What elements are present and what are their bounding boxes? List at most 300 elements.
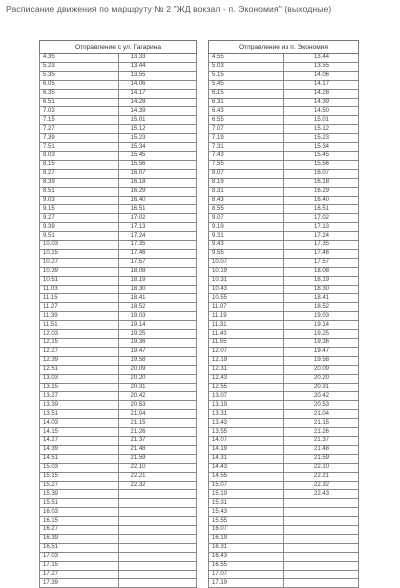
- table-row: [40, 196, 197, 205]
- departure-time-cell: 5.15: [209, 71, 284, 80]
- table-row: [40, 160, 197, 169]
- table-row: [209, 454, 359, 463]
- departure-time-cell: 8.19: [209, 178, 284, 187]
- table-row: [209, 312, 359, 321]
- departure-time-cell: 8.39: [40, 178, 119, 187]
- departure-time-cell-second: [284, 499, 359, 508]
- table-row: [40, 98, 197, 107]
- table-row: [209, 276, 359, 285]
- departure-time-cell-second: 15.01: [284, 116, 359, 125]
- departure-time-cell: 6.43: [209, 107, 284, 116]
- departure-time-cell-second: 17.46: [284, 249, 359, 258]
- table-row: [40, 223, 197, 232]
- departure-time-cell-second: 21.15: [284, 419, 359, 428]
- departure-time-cell-second: 20.20: [284, 374, 359, 383]
- departure-time-cell: 11.43: [209, 330, 284, 339]
- departure-time-cell-second: 14.06: [118, 80, 197, 89]
- departure-time-cell: 9.55: [209, 249, 284, 258]
- departure-time-cell-second: 21.37: [118, 436, 197, 445]
- departure-time-cell: 12.39: [40, 356, 119, 365]
- departure-time-cell: 16.15: [40, 517, 119, 526]
- table-row: [209, 552, 359, 561]
- departure-time-cell-second: 19.36: [118, 339, 197, 348]
- departure-time-cell-second: 18.52: [118, 303, 197, 312]
- departure-time-cell-second: 14.28: [118, 98, 197, 107]
- departure-time-cell-second: 22.21: [118, 472, 197, 481]
- departure-time-cell: 17.39: [40, 579, 119, 588]
- departure-time-cell: 11.55: [209, 339, 284, 348]
- departure-time-cell-second: 16.51: [118, 205, 197, 214]
- departure-time-cell: 5.03: [209, 62, 284, 71]
- departure-time-cell-second: 15.12: [118, 125, 197, 134]
- departure-time-cell-second: 16.29: [118, 187, 197, 196]
- table-row: [40, 276, 197, 285]
- table-row: [209, 526, 359, 535]
- table-row: [209, 543, 359, 552]
- table-row: [209, 196, 359, 205]
- departure-time-cell-second: [118, 552, 197, 561]
- departure-time-cell-second: 15.01: [118, 116, 197, 125]
- departure-time-cell: 15.31: [209, 499, 284, 508]
- departure-time-cell: 8.03: [40, 151, 119, 160]
- table-row: [209, 472, 359, 481]
- departure-time-cell: 12.15: [40, 339, 119, 348]
- departure-time-cell-second: 21.37: [284, 436, 359, 445]
- departure-time-cell-second: [118, 570, 197, 579]
- departure-time-cell: 8.51: [40, 187, 119, 196]
- departure-time-cell-second: 18.30: [284, 285, 359, 294]
- departure-time-cell-second: 19.14: [284, 321, 359, 330]
- table-row: [40, 62, 197, 71]
- table-row: [40, 89, 197, 98]
- table-row: [209, 490, 359, 499]
- departure-time-cell: 6.05: [40, 80, 119, 89]
- departure-time-cell: 16.51: [40, 543, 119, 552]
- table-row: [40, 267, 197, 276]
- departure-time-cell: 7.07: [209, 125, 284, 134]
- departure-time-cell: 9.39: [40, 223, 119, 232]
- table-row: [209, 71, 359, 80]
- table-row: [209, 232, 359, 241]
- departure-time-cell-second: 13.33: [118, 54, 197, 63]
- table-row: [209, 125, 359, 134]
- table-row: [40, 454, 197, 463]
- departure-time-cell: 16.27: [40, 526, 119, 535]
- departure-time-cell: 17.07: [209, 570, 284, 579]
- departure-time-cell: 7.27: [40, 125, 119, 134]
- departure-time-cell: 13.07: [209, 392, 284, 401]
- table-row: [40, 151, 197, 160]
- table-row: [40, 499, 197, 508]
- departure-time-cell: 6.31: [209, 98, 284, 107]
- departure-time-cell-second: 18.52: [284, 303, 359, 312]
- departure-time-cell: 9.43: [209, 241, 284, 250]
- departure-time-cell-second: 15.12: [284, 125, 359, 134]
- departure-time-cell-second: 16.40: [118, 196, 197, 205]
- departure-time-cell: 11.31: [209, 321, 284, 330]
- departure-time-cell: 8.27: [40, 169, 119, 178]
- table-row: [40, 347, 197, 356]
- departure-time-cell: 12.27: [40, 347, 119, 356]
- table-row: [40, 570, 197, 579]
- table-row: [40, 517, 197, 526]
- departure-time-cell: 14.39: [40, 445, 119, 454]
- departure-time-cell-second: 13.55: [284, 62, 359, 71]
- table-row: [40, 125, 197, 134]
- departure-time-cell-second: 21.04: [284, 410, 359, 419]
- departure-time-cell-second: [118, 526, 197, 535]
- table-row: [209, 214, 359, 223]
- table-row: [40, 508, 197, 517]
- departure-time-cell-second: [118, 517, 197, 526]
- departure-time-cell: 11.51: [40, 321, 119, 330]
- departure-time-cell-second: 22.32: [284, 481, 359, 490]
- departure-time-cell: 6.35: [40, 89, 119, 98]
- departure-time-cell-second: 19.03: [284, 312, 359, 321]
- departure-time-cell-second: 20.42: [118, 392, 197, 401]
- departure-time-cell: 10.19: [209, 267, 284, 276]
- departure-time-cell: 9.15: [40, 205, 119, 214]
- departure-time-cell: 16.07: [209, 526, 284, 535]
- departure-time-cell-second: 15.34: [284, 143, 359, 152]
- table-row: [40, 330, 197, 339]
- table-row: [209, 80, 359, 89]
- table-row: [209, 151, 359, 160]
- table-row: [209, 294, 359, 303]
- departure-time-cell-second: 22.43: [284, 490, 359, 499]
- departure-time-cell: 13.15: [40, 383, 119, 392]
- departure-time-cell-second: 15.23: [118, 134, 197, 143]
- departure-time-cell: 16.31: [209, 543, 284, 552]
- departure-time-cell-second: 17.57: [118, 258, 197, 267]
- departure-time-cell: 15.51: [40, 499, 119, 508]
- departure-time-cell-second: 21.48: [284, 445, 359, 454]
- table-row: [209, 258, 359, 267]
- departure-time-cell-second: 14.17: [118, 89, 197, 98]
- table-row: [40, 303, 197, 312]
- departure-time-cell-second: 14.28: [284, 89, 359, 98]
- table-row: [209, 347, 359, 356]
- table-row: [40, 410, 197, 419]
- departure-time-cell-second: 13.55: [118, 71, 197, 80]
- table-row: [209, 419, 359, 428]
- departure-time-cell-second: 15.45: [284, 151, 359, 160]
- departure-time-cell: 12.55: [209, 383, 284, 392]
- departure-time-cell-second: 18.30: [118, 285, 197, 294]
- departure-time-cell-second: 17.46: [118, 249, 197, 258]
- table-row: [209, 98, 359, 107]
- departure-time-cell-second: 20.31: [284, 383, 359, 392]
- left-schedule-table: [39, 40, 197, 588]
- departure-time-cell: 13.39: [40, 401, 119, 410]
- table-row: [40, 107, 197, 116]
- table-row: [40, 534, 197, 543]
- right-table-header: Отправление из п. Экономия: [209, 41, 359, 54]
- departure-time-cell: 16.43: [209, 552, 284, 561]
- departure-time-cell: 12.51: [40, 365, 119, 374]
- table-row: [40, 419, 197, 428]
- departure-time-cell: 10.15: [40, 249, 119, 258]
- table-row: [40, 312, 197, 321]
- departure-time-cell-second: 17.24: [284, 232, 359, 241]
- table-row: [209, 410, 359, 419]
- table-row: [209, 241, 359, 250]
- table-row: [209, 445, 359, 454]
- departure-time-cell-second: [118, 499, 197, 508]
- departure-time-cell-second: 18.41: [118, 294, 197, 303]
- departure-time-cell-second: 20.31: [118, 383, 197, 392]
- departure-time-cell: 11.19: [209, 312, 284, 321]
- table-row: [209, 383, 359, 392]
- departure-time-cell: 10.39: [40, 267, 119, 276]
- departure-time-cell: 12.31: [209, 365, 284, 374]
- departure-time-cell-second: 21.26: [118, 428, 197, 437]
- departure-time-cell-second: 21.48: [118, 445, 197, 454]
- departure-time-cell-second: 17.35: [118, 241, 197, 250]
- table-row: [209, 160, 359, 169]
- table-row: [40, 472, 197, 481]
- table-row: [40, 579, 197, 588]
- departure-time-cell: 7.51: [40, 143, 119, 152]
- departure-time-cell-second: 19.14: [118, 321, 197, 330]
- departure-time-cell: 16.55: [209, 561, 284, 570]
- departure-time-cell-second: 17.13: [284, 223, 359, 232]
- departure-time-cell: 17.19: [209, 579, 284, 588]
- table-row: [40, 116, 197, 125]
- departure-time-cell: 4.35: [40, 54, 119, 63]
- departure-time-cell: 10.07: [209, 258, 284, 267]
- departure-time-cell: 10.27: [40, 258, 119, 267]
- departure-time-cell-second: 21.15: [118, 419, 197, 428]
- departure-time-cell: 15.19: [209, 490, 284, 499]
- table-row: [40, 187, 197, 196]
- departure-time-cell: 10.31: [209, 276, 284, 285]
- departure-time-cell-second: 16.07: [118, 169, 197, 178]
- departure-time-cell-second: 17.02: [118, 214, 197, 223]
- departure-time-cell: 4.55: [209, 54, 284, 63]
- departure-time-cell-second: [118, 508, 197, 517]
- departure-time-cell: 14.03: [40, 419, 119, 428]
- departure-time-cell: 11.03: [40, 285, 119, 294]
- table-row: [40, 481, 197, 490]
- table-row: [40, 383, 197, 392]
- table-row: [40, 178, 197, 187]
- departure-time-cell: 10.03: [40, 241, 119, 250]
- departure-time-cell: 11.15: [40, 294, 119, 303]
- table-row: [40, 445, 197, 454]
- departure-time-cell-second: [284, 534, 359, 543]
- table-row: [40, 285, 197, 294]
- departure-time-cell: 12.43: [209, 374, 284, 383]
- departure-time-cell: 9.31: [209, 232, 284, 241]
- departure-time-cell: 7.15: [40, 116, 119, 125]
- page-title: Расписание движения по маршруту № 2 "ЖД вокзал - п. Экономия" (выходные): [6, 4, 332, 14]
- table-row: [40, 463, 197, 472]
- table-row: [209, 107, 359, 116]
- departure-time-cell: 14.15: [40, 428, 119, 437]
- departure-time-cell: 16.03: [40, 508, 119, 517]
- departure-time-cell: 8.55: [209, 205, 284, 214]
- departure-time-cell-second: 15.45: [118, 151, 197, 160]
- departure-time-cell: 5.35: [40, 71, 119, 80]
- departure-time-cell-second: 20.53: [118, 401, 197, 410]
- departure-time-cell-second: 17.13: [118, 223, 197, 232]
- table-row: [40, 321, 197, 330]
- departure-time-cell: 17.27: [40, 570, 119, 579]
- table-row: [40, 80, 197, 89]
- departure-time-cell-second: 16.18: [284, 178, 359, 187]
- departure-time-cell-second: 13.44: [284, 54, 359, 63]
- departure-time-cell-second: 19.36: [284, 339, 359, 348]
- table-row: [40, 543, 197, 552]
- departure-time-cell-second: [118, 490, 197, 499]
- departure-time-cell: 6.55: [209, 116, 284, 125]
- departure-time-cell-second: 17.57: [284, 258, 359, 267]
- departure-time-cell: 14.55: [209, 472, 284, 481]
- table-row: [209, 463, 359, 472]
- table-row: [40, 54, 197, 63]
- table-row: [209, 356, 359, 365]
- departure-time-cell: 14.19: [209, 445, 284, 454]
- departure-time-cell: 14.07: [209, 436, 284, 445]
- departure-time-cell-second: 21.04: [118, 410, 197, 419]
- departure-time-cell-second: 21.59: [118, 454, 197, 463]
- departure-time-cell-second: 16.51: [284, 205, 359, 214]
- table-row: [40, 428, 197, 437]
- table-row: [40, 490, 197, 499]
- table-row: [209, 365, 359, 374]
- departure-time-cell-second: [284, 570, 359, 579]
- departure-time-cell-second: 22.21: [284, 472, 359, 481]
- departure-time-cell-second: 19.58: [284, 356, 359, 365]
- departure-time-cell: 13.51: [40, 410, 119, 419]
- departure-time-cell: 14.43: [209, 463, 284, 472]
- departure-time-cell-second: 16.29: [284, 187, 359, 196]
- departure-time-cell: 10.55: [209, 294, 284, 303]
- table-row: [40, 169, 197, 178]
- departure-time-cell-second: 15.34: [118, 143, 197, 152]
- departure-time-cell-second: [118, 534, 197, 543]
- departure-time-cell-second: [118, 561, 197, 570]
- departure-time-cell-second: 21.26: [284, 428, 359, 437]
- departure-time-cell: 15.39: [40, 490, 119, 499]
- table-row: [40, 258, 197, 267]
- departure-time-cell: 10.51: [40, 276, 119, 285]
- departure-time-cell: 11.27: [40, 303, 119, 312]
- departure-time-cell-second: 19.25: [118, 330, 197, 339]
- departure-time-cell: 9.07: [209, 214, 284, 223]
- departure-time-cell-second: 19.03: [118, 312, 197, 321]
- departure-time-cell: 11.39: [40, 312, 119, 321]
- departure-time-cell: 10.43: [209, 285, 284, 294]
- table-row: [40, 294, 197, 303]
- departure-time-cell-second: 20.42: [284, 392, 359, 401]
- table-row: [40, 205, 197, 214]
- table-row: [209, 561, 359, 570]
- departure-time-cell-second: 16.18: [118, 178, 197, 187]
- departure-time-cell: 15.43: [209, 508, 284, 517]
- departure-time-cell-second: 22.10: [284, 463, 359, 472]
- departure-time-cell-second: 13.44: [118, 62, 197, 71]
- table-row: [40, 241, 197, 250]
- departure-time-cell-second: 14.39: [118, 107, 197, 116]
- table-row: [209, 54, 359, 63]
- table-row: [209, 62, 359, 71]
- departure-time-cell-second: 16.07: [284, 169, 359, 178]
- table-row: [40, 526, 197, 535]
- departure-time-cell: 15.55: [209, 517, 284, 526]
- departure-time-cell-second: 19.58: [118, 356, 197, 365]
- right-schedule-table: [208, 40, 359, 588]
- departure-time-cell-second: [284, 517, 359, 526]
- table-row: [40, 436, 197, 445]
- departure-time-cell-second: 22.32: [118, 481, 197, 490]
- departure-time-cell: 7.19: [209, 134, 284, 143]
- departure-time-cell: 12.07: [209, 347, 284, 356]
- table-row: [40, 401, 197, 410]
- table-row: [209, 223, 359, 232]
- departure-time-cell-second: 17.02: [284, 214, 359, 223]
- table-row: [40, 134, 197, 143]
- departure-time-cell-second: 19.25: [284, 330, 359, 339]
- departure-time-cell-second: 15.23: [284, 134, 359, 143]
- departure-time-cell-second: 17.35: [284, 241, 359, 250]
- departure-time-cell: 9.19: [209, 223, 284, 232]
- table-row: [40, 392, 197, 401]
- departure-time-cell: 7.55: [209, 160, 284, 169]
- departure-time-cell: 5.45: [209, 80, 284, 89]
- table-row: [209, 330, 359, 339]
- left-table-header: Отправление с ул. Гагарина: [40, 41, 197, 54]
- departure-time-cell: 8.31: [209, 187, 284, 196]
- departure-time-cell-second: 18.08: [118, 267, 197, 276]
- table-row: [209, 187, 359, 196]
- departure-time-cell-second: 17.24: [118, 232, 197, 241]
- departure-time-cell-second: 19.47: [284, 347, 359, 356]
- table-row: [40, 71, 197, 80]
- table-row: [209, 116, 359, 125]
- table-row: [209, 205, 359, 214]
- departure-time-cell-second: [284, 552, 359, 561]
- departure-time-cell: 9.27: [40, 214, 119, 223]
- departure-time-cell: 15.27: [40, 481, 119, 490]
- departure-time-cell: 15.03: [40, 463, 119, 472]
- departure-time-cell: 14.31: [209, 454, 284, 463]
- departure-time-cell-second: [284, 561, 359, 570]
- departure-time-cell-second: 15.56: [284, 160, 359, 169]
- table-row: [209, 178, 359, 187]
- departure-time-cell-second: 18.19: [118, 276, 197, 285]
- departure-time-cell-second: 18.08: [284, 267, 359, 276]
- table-row: [209, 285, 359, 294]
- departure-time-cell: 6.15: [209, 89, 284, 98]
- table-row: [209, 169, 359, 178]
- departure-time-cell: 12.03: [40, 330, 119, 339]
- departure-time-cell: 13.55: [209, 428, 284, 437]
- table-row: [40, 232, 197, 241]
- departure-time-cell-second: 20.09: [284, 365, 359, 374]
- departure-time-cell: 13.27: [40, 392, 119, 401]
- departure-time-cell: 17.03: [40, 552, 119, 561]
- table-row: [209, 134, 359, 143]
- departure-time-cell: 11.07: [209, 303, 284, 312]
- departure-time-cell-second: [284, 579, 359, 588]
- table-row: [209, 579, 359, 588]
- departure-time-cell: 16.19: [209, 534, 284, 543]
- table-row: [209, 534, 359, 543]
- departure-time-cell-second: 21.59: [284, 454, 359, 463]
- table-row: [40, 365, 197, 374]
